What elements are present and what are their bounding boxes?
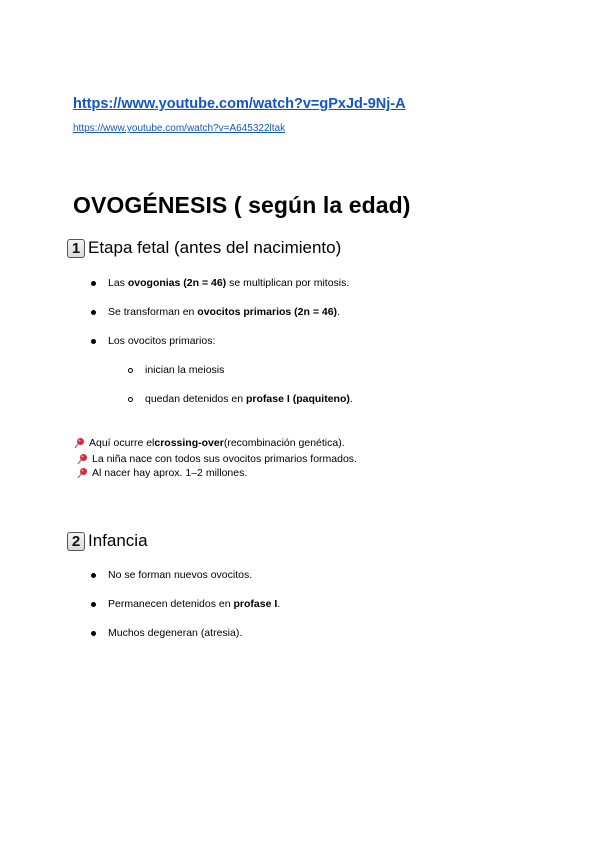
list-item: Permanecen detenidos en profase I.: [108, 598, 281, 610]
pushpin-icon: [76, 467, 88, 479]
list-item: Muchos degeneran (atresia).: [108, 627, 243, 639]
note-nacimiento: La niña nace con todos sus ovocitos primarios formados.: [76, 453, 357, 465]
section-heading-text: Etapa fetal (antes del nacimiento): [88, 238, 342, 257]
list-item: No se forman nuevos ovocitos.: [108, 569, 253, 581]
section-heading-text: Infancia: [88, 531, 148, 550]
section-heading-etapa-fetal: [67, 238, 341, 258]
list-item: Las ovogonias (2n = 46) se multiplican por mitosis.: [108, 277, 350, 289]
bullet-icon: [91, 573, 96, 578]
page-title: OVOGÉNESIS ( según la edad): [73, 192, 411, 218]
hollow-bullet-icon: [128, 368, 133, 373]
note-millones: Al nacer hay aprox. 1–2 millones.: [76, 467, 247, 479]
bullet-icon: [91, 631, 96, 636]
sub-list-item: quedan detenidos en profase I (paquiteno).: [145, 393, 353, 405]
bullet-icon: [91, 602, 96, 607]
pushpin-icon: [76, 453, 88, 465]
section-heading-infancia: [67, 531, 148, 551]
youtube-link-2[interactable]: https://www.youtube.com/watch?v=A645322ltak: [73, 123, 286, 134]
hollow-bullet-icon: [128, 397, 133, 402]
list-item: Se transforman en ovocitos primarios (2n = 46).: [108, 306, 340, 318]
note-crossing-over: Aquí ocurre el crossing-over (recombinación genética).: [73, 437, 345, 449]
keycap-two-icon: 2: [67, 532, 85, 551]
sub-list-item: inician la meiosis: [145, 364, 225, 376]
keycap-one-icon: 1: [67, 239, 85, 258]
bullet-icon: [91, 281, 96, 286]
pushpin-icon: [73, 437, 85, 449]
youtube-link-1[interactable]: https://www.youtube.com/watch?v=gPxJd-9Nj-A: [73, 96, 406, 112]
list-item: Los ovocitos primarios:: [108, 335, 216, 347]
bullet-icon: [91, 339, 96, 344]
bullet-icon: [91, 310, 96, 315]
